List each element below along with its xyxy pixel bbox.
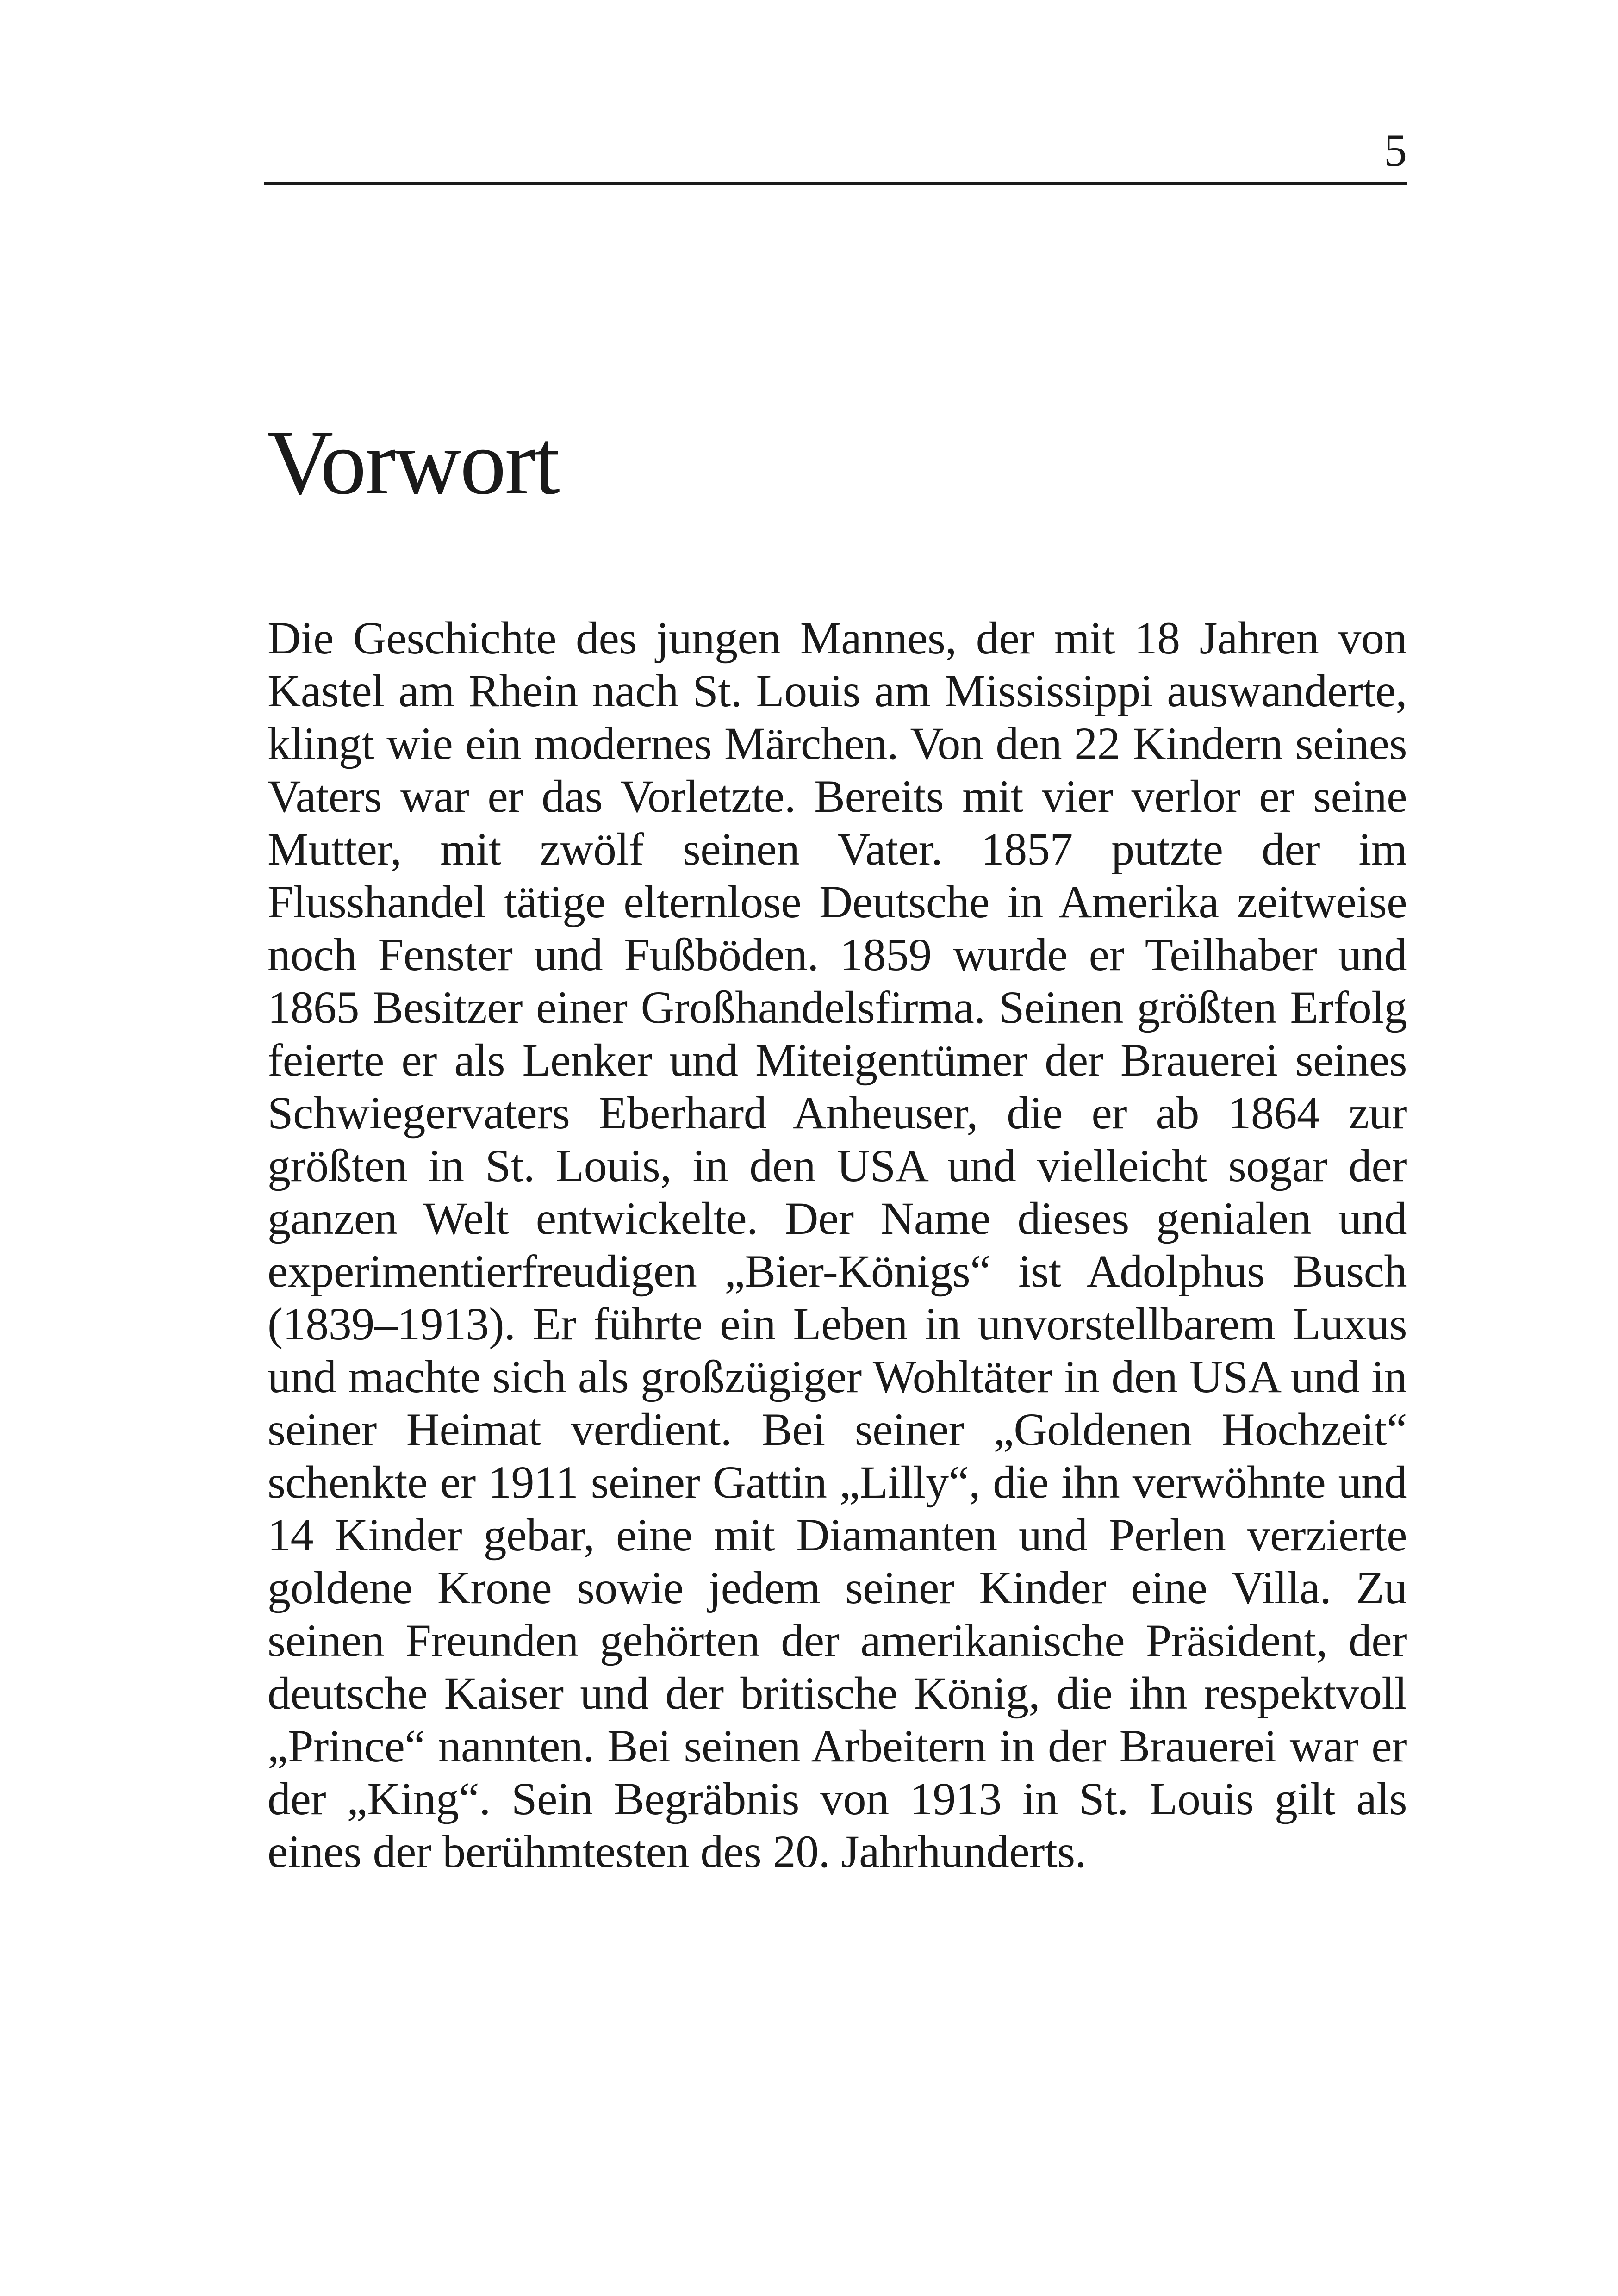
body-paragraph: Die Geschichte des jungen Mannes, der mit 18 Jahren von Kastel am Rhein nach St. Louis am Mississippi auswanderte, klingt wie ein modernes Märchen. Von den 22 Kindern seines Vaters war er das Vorletzte. Bereits mit vier verlor er seine Mutter, mit zwölf seinen Vater. 1857 putzte der im Flusshandel tätige elternlose Deutsche in Amerika zeitweise noch Fenster und Fußböden. 1859 wurde er Teilhaber und 1865 Besitzer einer Großhandelsfirma. Seinen größten Erfolg feierte er als Lenker und Miteigentümer der Brauerei seines Schwiegervaters Eberhard Anheuser, die er ab 1864 zur größten in St. Louis, in den USA und vielleicht sogar der ganzen Welt entwickelte. Der Name dieses genialen und experimentierfreudigen „Bier-Königs“ ist Adolphus Busch (1839–1913). Er führte ein Leben in unvorstellbarem Luxus und machte sich als großzügiger Wohltäter in den USA und in seiner Heimat verdient. Bei seiner „Goldenen Hochzeit“ schenkte er 1911 seiner Gattin „Lilly“, die ihn verwöhnte und 14 Kinder gebar, eine mit Diamanten und Perlen verzierte goldene Krone sowie jedem seiner Kinder eine Villa. Zu seinen Freunden gehörten der amerikanische Präsident, der deutsche Kaiser und der britische König, die ihn respektvoll „Prince“ nannten. Bei seinen Arbeitern in der Brauerei war er der „King“. Sein Begräbnis von 1913 in St. Louis gilt als eines der berühmtesten des 20. Jahrhunderts. [268, 612, 1407, 1877]
page-number: 5 [1384, 124, 1407, 176]
header-rule [264, 182, 1407, 185]
chapter-title: Vorwort [267, 411, 559, 514]
